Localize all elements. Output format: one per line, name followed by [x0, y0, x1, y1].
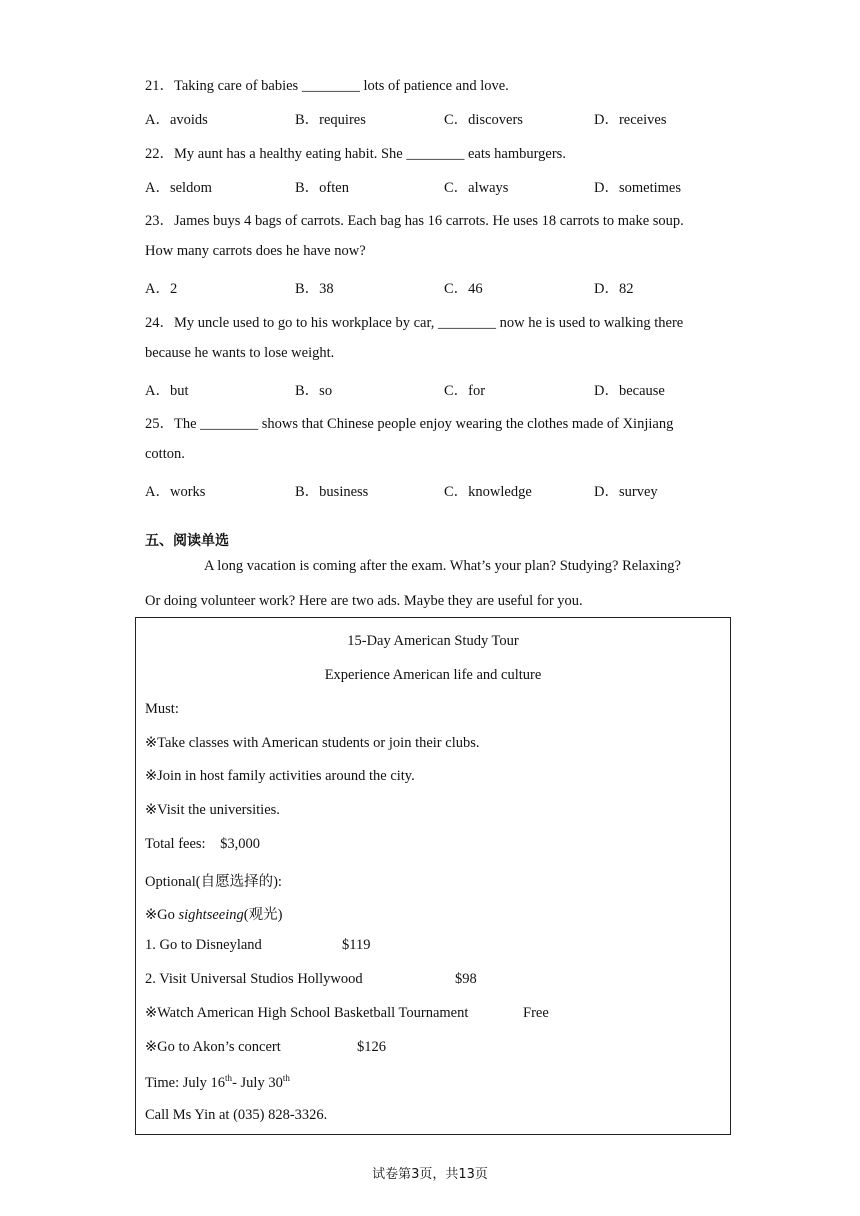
ad-concert-price: $126	[357, 1039, 386, 1055]
option-b: B．often	[295, 180, 349, 196]
question-23-stem-cont: How many carrots does he have now?	[145, 243, 366, 259]
option-c: C．discovers	[444, 112, 523, 128]
ad-sightseeing	[145, 903, 282, 924]
ad-time-sup2: th	[282, 1073, 290, 1083]
ad-fees-value: $3,000	[220, 836, 260, 852]
option-b: B．business	[295, 484, 369, 500]
option-b: B．requires	[295, 112, 366, 128]
option-d: D．sometimes	[594, 180, 681, 196]
option-d: D．82	[594, 281, 634, 297]
ad-must-label: Must:	[145, 701, 179, 717]
question-23-stem: 23．James buys 4 bags of carrots. Each bag has 16 carrots. He uses 18 carrots to make soup.	[145, 213, 684, 229]
question-24-stem-cont: because he wants to lose weight.	[145, 345, 335, 361]
ad-time	[145, 1073, 290, 1092]
ad-fees-label: Total fees:	[145, 836, 206, 852]
question-25-stem-cont: cotton.	[145, 446, 185, 462]
option-a: A．but	[145, 383, 189, 399]
ad-go-prefix: ※Go	[145, 907, 179, 923]
option-a: A．avoids	[145, 112, 208, 128]
passage-intro-line1: A long vacation is coming after the exam. What’s your plan? Studying? Relaxing?	[204, 558, 681, 574]
ad-option-2-price: $98	[455, 971, 477, 987]
ad-time-prefix: Time: July 16	[145, 1075, 226, 1091]
ad-title: 15-Day American Study Tour	[347, 633, 519, 649]
ad-basketball-price: Free	[523, 1005, 549, 1021]
question-21-options	[145, 108, 745, 128]
ad-option-2: 2. Visit Universal Studios Hollywood	[145, 971, 363, 987]
ad-subtitle: Experience American life and culture	[324, 667, 542, 683]
ad-contact: Call Ms Yin at (035) 828-3326.	[145, 1107, 328, 1123]
option-b: B．38	[295, 281, 334, 297]
ad-fees	[145, 836, 260, 853]
question-21-stem: 21．Taking care of babies ________ lots of patience and love.	[145, 78, 509, 94]
ad-go-word: sightseeing	[178, 907, 244, 923]
option-d: D．receives	[594, 112, 667, 128]
ad-go-suffix: (观光)	[243, 907, 283, 923]
page-footer: 试卷第3页，共13页	[372, 1167, 488, 1182]
option-d: D．because	[594, 383, 665, 399]
option-c: C．for	[444, 383, 486, 399]
ad-optional-label: Optional(自愿选择的):	[145, 874, 282, 890]
ad-must-item: ※Visit the universities.	[145, 802, 280, 818]
ad-must-item: ※Join in host family activities around the city.	[145, 768, 415, 784]
ad-basketball: ※Watch American High School Basketball Tournament	[145, 1005, 469, 1021]
ad-box	[135, 617, 731, 1135]
question-22-options	[145, 176, 745, 196]
option-c: C．46	[444, 281, 483, 297]
option-d: D．survey	[594, 484, 658, 500]
ad-time-mid: - July 30	[232, 1075, 283, 1091]
option-c: C．knowledge	[444, 484, 532, 500]
question-24-stem: 24．My uncle used to go to his workplace by car, ________ now he is used to walking there	[145, 315, 684, 331]
question-24-options	[145, 379, 745, 399]
ad-option-1-price: $119	[342, 937, 371, 953]
section-title: 五、阅读单选	[145, 533, 229, 549]
question-25-stem: 25．The ________ shows that Chinese people enjoy wearing the clothes made of Xinjiang	[145, 416, 674, 432]
option-a: A．seldom	[145, 180, 212, 196]
question-25-options	[145, 480, 745, 500]
question-22-stem: 22．My aunt has a healthy eating habit. She ________ eats hamburgers.	[145, 146, 566, 162]
ad-must-item: ※Take classes with American students or join their clubs.	[145, 735, 480, 751]
option-a: A．works	[145, 484, 206, 500]
question-23-options	[145, 277, 745, 297]
option-a: A．2	[145, 281, 178, 297]
option-b: B．so	[295, 383, 333, 399]
ad-concert: ※Go to Akon’s concert	[145, 1039, 281, 1055]
ad-time-sup1: th	[225, 1073, 233, 1083]
passage-intro-line2: Or doing volunteer work? Here are two ads. Maybe they are useful for you.	[145, 593, 583, 609]
ad-option-1: 1. Go to Disneyland	[145, 937, 262, 953]
option-c: C．always	[444, 180, 509, 196]
